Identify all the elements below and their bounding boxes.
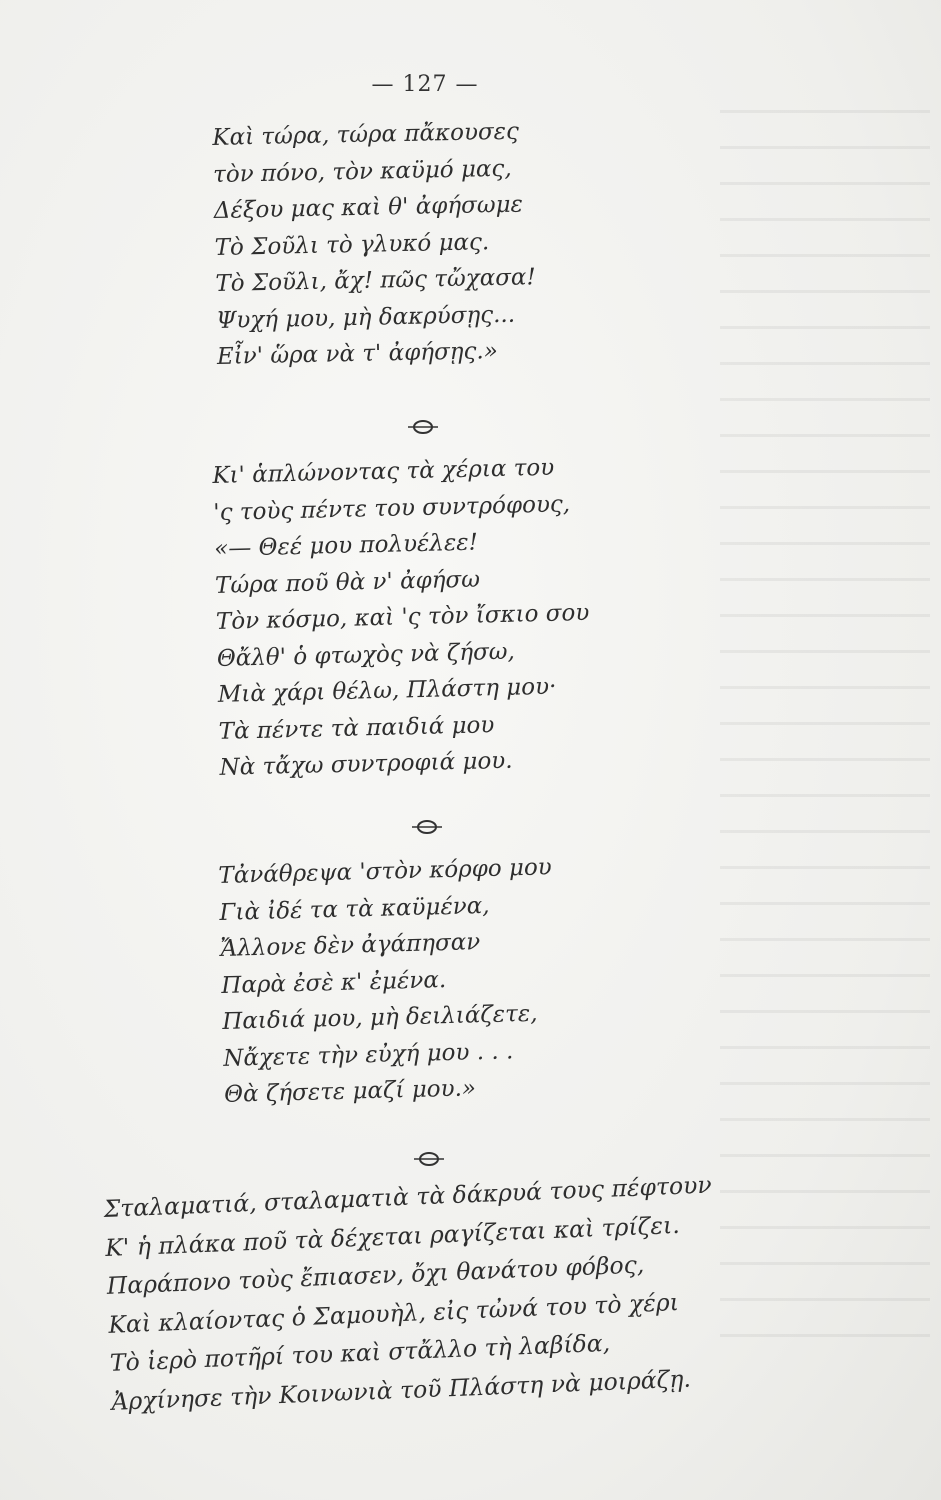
stanza-3	[218, 849, 558, 1113]
verse-line: Κ' ἡ πλάκα ποῦ τὰ δέχεται ραγίζεται καὶ τρίζει.	[104, 1210, 681, 1262]
ornament-divider-icon	[410, 818, 444, 836]
stanza-1	[212, 113, 538, 375]
verse-line: «— Θεέ μου πολυέλεε!	[213, 529, 479, 562]
verse-line: Νἄχετε τὴν εὐχή μου . . .	[222, 1037, 514, 1072]
ornament-divider-icon	[406, 418, 440, 436]
stanza-2	[212, 449, 593, 787]
verse-line: Δέξου μας καὶ θ' ἀφήσωμε	[213, 191, 524, 224]
verse-line: Σταλαματιά, σταλαματιὰ τὰ δάκρυά τους πέφτουν	[103, 1170, 713, 1223]
verse-line: Παρὰ ἐσὲ κ' ἐμένα.	[220, 966, 447, 999]
verse-line: Τὸν κόσμο, καὶ 'ς τὸν ἴσκιο σου	[215, 599, 590, 635]
verse-line: Τἀνάθρεψα 'στὸν κόρφο μου	[218, 854, 553, 889]
verse-line: Ἄλλονε δὲν ἀγάπησαν	[220, 929, 481, 962]
verse-line: Γιὰ ἰδέ τα τὰ καϋμένα,	[219, 892, 490, 926]
verse-line: Ἀρχίνησε τὴν Κοινωνιὰ τοῦ Πλάστη νὰ μοιράζῃ.	[110, 1364, 692, 1416]
verse-line: Τώρα ποῦ θὰ ν' ἀφήσω	[214, 565, 481, 599]
stanza-4	[103, 1166, 720, 1421]
verse-line: Ψυχή μου, μὴ δακρύσῃς...	[215, 301, 516, 334]
verse-line: Νὰ τἄχω συντροφιά μου.	[219, 747, 513, 781]
verse-line: Θἄλθ' ὁ φτωχὸς νὰ ζήσω,	[216, 638, 516, 672]
verse-line: Μιὰ χάρι θέλω, Πλάστη μου·	[217, 673, 557, 708]
page-number: — 127 —	[371, 72, 479, 97]
verse-line: Εἶν' ὥρα νὰ τ' ἀφήσῃς.»	[216, 338, 499, 370]
verse-line: Τὸ Σοῦλι, ἄχ! πῶς τὤχασα!	[215, 264, 536, 297]
verse-line: Τὸ ἱερὸ ποτῆρί του καὶ στἄλλο τὴ λαβίδα,	[109, 1328, 611, 1377]
verse-line: τὸν πόνο, τὸν καϋμό μας,	[212, 155, 512, 188]
verse-line: Παράπονο τοὺς ἔπιασεν, ὄχι θανάτου φόβος,	[106, 1250, 645, 1300]
verse-line: Καὶ κλαίοντας ὁ Σαμουὴλ, εἰς τὠνά του τὸ χέρι	[107, 1287, 680, 1339]
ornament-divider-icon	[412, 1150, 446, 1168]
bleed-through-text	[720, 110, 930, 1360]
verse-line: Κι' ἁπλώνοντας τὰ χέρια του	[212, 454, 555, 489]
verse-line: Τὸ Σοῦλι τὸ γλυκό μας.	[214, 228, 490, 261]
verse-line: Καὶ τώρα, τώρα πἄκουσες	[212, 118, 520, 151]
verse-line: Θὰ ζήσετε μαζί μου.»	[223, 1075, 477, 1108]
verse-line: Τὰ πέντε τὰ παιδιά μου	[218, 711, 495, 745]
verse-line: 'ς τοὺς πέντε του συντρόφους,	[213, 490, 571, 526]
verse-line: Παιδιά μου, μὴ δειλιάζετε,	[221, 1000, 538, 1035]
